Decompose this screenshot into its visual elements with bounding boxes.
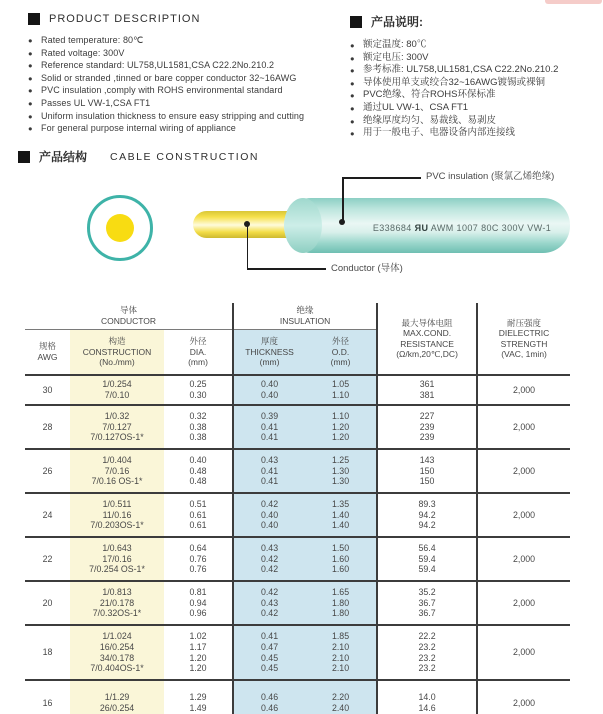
cell-line: 0.40 [260, 509, 279, 520]
dielectric-header-unit: (VAC, 1min) [501, 349, 547, 359]
thickness-column-header [233, 329, 305, 375]
bullet-item: ● For general purpose internal wiring of appliance [28, 122, 348, 135]
section-title: PRODUCT DESCRIPTION [49, 13, 201, 25]
pointer-line [247, 226, 249, 269]
product-description-cn-heading [350, 13, 600, 30]
cell-line: 1.20 [189, 663, 207, 674]
cell-line: 0.40 [260, 379, 279, 390]
construction-cell [70, 537, 164, 581]
cell-line: 11/0.16 [102, 509, 132, 520]
dielectric-cell: 2,000 [513, 597, 536, 608]
cell-line: 0.96 [189, 608, 207, 619]
awg-cell: 30 [42, 384, 53, 395]
insulation-group-header [233, 303, 377, 329]
cell-line: 1.80 [331, 597, 350, 608]
dielectric-cell: 2,000 [513, 553, 536, 564]
thickness-cell [233, 405, 305, 449]
dielectric-header-cn: 耐压强度 [507, 317, 542, 328]
bullet-item: ● Uniform insulation thickness to ensure easy stripping and cutting [28, 110, 348, 123]
bullet-item: ● 参考标准: UL758,UL1581,CSA C22.2No.210.2 [350, 64, 600, 77]
cell-line: 1.17 [189, 641, 207, 652]
construction-cell [70, 581, 164, 625]
cell-line: 1.50 [331, 543, 350, 554]
cell-line: 0.32 [189, 411, 207, 422]
resistance-header-en2: RESISTANCE [400, 338, 454, 349]
cell-line: 0.41 [260, 465, 279, 476]
bullet-item: ● 绝缘厚度均匀、易裁线、易剥皮 [350, 115, 600, 128]
dielectric-cell: 2,000 [513, 465, 536, 476]
construction-cell [70, 375, 164, 405]
cell-line: 7/0.16 [104, 465, 130, 476]
bullet-item: ● Rated temperature: 80℃ [28, 34, 348, 47]
cell-line: 23.2 [418, 663, 436, 674]
construction-header-cn: 构造 [108, 336, 126, 346]
resistance-header-cn: 最大导体电阻 [401, 317, 453, 328]
cell-line: 23.2 [418, 652, 436, 663]
cell-line: 150 [419, 465, 435, 476]
section-title-cn: 产品结构 [39, 150, 88, 164]
cell-line: 17/0.16 [102, 553, 132, 564]
awg-cell: 18 [42, 647, 53, 658]
cell-line: 59.4 [418, 564, 436, 575]
dielectric-header-en2: STRENGTH [500, 338, 548, 349]
resistance-cell [377, 625, 477, 680]
bullet-item: ● Rated voltage: 300V [28, 47, 348, 60]
cell-line: 0.45 [260, 663, 279, 674]
conductor-label: Conductor (导体) [331, 263, 403, 274]
table-row-awg-30 [25, 375, 570, 405]
construction-header-en: CONSTRUCTION [82, 346, 152, 357]
awg-cell: 22 [42, 553, 53, 564]
cell-line: 0.40 [260, 520, 279, 531]
pointer-line [342, 177, 421, 179]
awg-cell: 16 [42, 697, 53, 708]
cell-line: 0.38 [189, 432, 207, 443]
cell-line: 0.45 [260, 652, 279, 663]
thickness-cell [233, 581, 305, 625]
cell-line: 1.30 [331, 465, 350, 476]
cell-line: 227 [419, 411, 435, 422]
cell-line: 1.49 [189, 703, 207, 713]
cell-line: 7/0.127OS-1* [90, 432, 144, 443]
dielectric-cell: 2,000 [513, 647, 536, 658]
cable-cross-section [87, 195, 153, 261]
cell-line: 16/0.254 [99, 641, 135, 652]
table-row-awg-16 [25, 680, 570, 714]
resistance-column-header [377, 303, 477, 375]
construction-cell [70, 680, 164, 714]
dia-header-cn: 外径 [189, 336, 207, 346]
resistance-cell [377, 581, 477, 625]
ul-file-number: E338684 [372, 223, 412, 233]
cell-line: 7/0.203OS-1* [90, 520, 144, 531]
pointer-dot [339, 219, 345, 225]
cell-line: 94.2 [418, 520, 436, 531]
awg-header-en: AWG [37, 351, 58, 362]
cell-line: 0.41 [260, 432, 279, 443]
thickness-header-cn: 厚度 [261, 336, 279, 346]
dia-cell [164, 405, 233, 449]
cell-line: 1.20 [331, 432, 350, 443]
table-row-awg-20 [25, 581, 570, 625]
conductor-group-cn: 导体 [120, 305, 138, 316]
cell-line: 35.2 [418, 587, 436, 598]
cell-line: 36.7 [418, 608, 436, 619]
resistance-cell [377, 680, 477, 714]
cell-line: 2.10 [331, 641, 350, 652]
square-bullet-icon [28, 13, 40, 25]
od-cell [305, 625, 377, 680]
dia-header-en: DIA. [189, 346, 207, 357]
thickness-cell [233, 537, 305, 581]
cell-line: 0.81 [189, 587, 207, 598]
bullet-item: ● Reference standard: UL758,UL1581,CSA C22.2No.210.2 [28, 59, 348, 72]
insulation-group-cn: 绝缘 [296, 305, 314, 316]
cell-line: 1/0.511 [102, 499, 132, 510]
thickness-cell [233, 375, 305, 405]
od-cell [305, 449, 377, 493]
product-description-cn-list [350, 39, 600, 140]
cell-line: 1/0.32 [104, 411, 130, 422]
cell-line: 0.42 [260, 564, 279, 575]
cell-line: 2.20 [331, 692, 350, 703]
cell-line: 239 [419, 432, 435, 443]
cell-line: 1.02 [189, 631, 207, 642]
cell-line: 7/0.16 OS-1* [91, 476, 143, 487]
thickness-cell [233, 625, 305, 680]
conductor-group-en: CONDUCTOR [100, 315, 157, 326]
od-cell [305, 405, 377, 449]
dielectric-header-en1: DIELECTRIC [498, 328, 550, 338]
awg-header-cn: 规格 [38, 341, 56, 352]
od-cell [305, 581, 377, 625]
bullet-item: ● PVC insulation ,comply with ROHS environmental standard [28, 84, 348, 97]
spec-table-body [25, 375, 570, 714]
cell-line: 361 [419, 379, 435, 390]
awg-cell: 24 [42, 509, 53, 520]
construction-column-header [70, 329, 164, 375]
cell-line: 1.35 [331, 499, 350, 510]
construction-cell [70, 449, 164, 493]
product-description-heading [28, 13, 348, 25]
thickness-header-en: THICKNESS [245, 346, 294, 357]
od-cell [305, 375, 377, 405]
thickness-header-unit: (mm) [259, 357, 280, 367]
conductor-group-header [25, 303, 233, 329]
construction-cell [70, 625, 164, 680]
cell-line: 0.43 [260, 455, 279, 466]
cell-line: 1.05 [331, 379, 350, 390]
cell-line: 26/0.254 [99, 703, 135, 713]
cell-line: 2.10 [331, 663, 350, 674]
insulation-group-en: INSULATION [279, 315, 331, 326]
table-row-awg-24 [25, 493, 570, 537]
square-bullet-icon [18, 151, 30, 163]
cell-line: 1.40 [331, 520, 350, 531]
cable-rating-text: AWM 1007 80C 300V VW-1 [430, 223, 552, 233]
cell-line: 21/0.178 [99, 597, 135, 608]
cable-construction-heading [18, 148, 259, 165]
od-header-en: O.D. [331, 346, 350, 357]
cell-line: 1.65 [331, 587, 350, 598]
bullet-item: ● Passes UL VW-1,CSA FT1 [28, 97, 348, 110]
cell-line: 0.42 [260, 553, 279, 564]
bullet-item: ● 通过UL VW-1、CSA FT1 [350, 102, 600, 115]
construction-cell [70, 405, 164, 449]
cell-line: 7/0.127 [102, 421, 132, 432]
dielectric-cell: 2,000 [513, 384, 536, 395]
construction-cell [70, 493, 164, 537]
od-cell [305, 537, 377, 581]
od-cell [305, 493, 377, 537]
resistance-cell [377, 493, 477, 537]
resistance-cell [377, 449, 477, 493]
cell-line: 1.10 [331, 411, 350, 422]
cable-print-text [347, 223, 577, 233]
cell-line: 0.48 [189, 476, 207, 487]
cell-line: 0.38 [189, 421, 207, 432]
cell-line: 150 [419, 476, 435, 487]
cell-line: 7/0.404OS-1* [90, 663, 144, 674]
cell-line: 0.46 [260, 703, 279, 713]
cell-line: 0.43 [260, 597, 279, 608]
od-cell [305, 680, 377, 714]
cell-line: 1.60 [331, 564, 350, 575]
cell-line: 7/0.10 [104, 390, 130, 400]
dielectric-cell: 2,000 [513, 509, 536, 520]
cell-line: 0.30 [189, 390, 207, 400]
section-title-cn: 产品说明: [371, 15, 423, 29]
table-group-header-row [25, 303, 570, 329]
cell-line: 7/0.32OS-1* [92, 608, 142, 619]
cell-line: 7/0.254 OS-1* [89, 564, 145, 575]
dielectric-cell: 2,000 [513, 697, 536, 708]
dia-cell [164, 449, 233, 493]
cell-line: 2.40 [331, 703, 350, 713]
table-row-awg-26 [25, 449, 570, 493]
resistance-cell [377, 375, 477, 405]
insulation-label: PVC insulation (聚氯乙烯绝缘) [426, 171, 555, 182]
resistance-header-unit: (Ω/km,20℃,DC) [396, 349, 458, 359]
cell-line: 1.20 [189, 652, 207, 663]
product-description-list [28, 34, 348, 135]
awg-cell: 28 [42, 421, 53, 432]
cell-line: 1.80 [331, 608, 350, 619]
resistance-cell [377, 537, 477, 581]
cell-line: 1.20 [331, 421, 350, 432]
awg-column-header [25, 329, 70, 375]
cell-line: 34/0.178 [99, 652, 135, 663]
cell-line: 0.25 [189, 379, 207, 390]
dia-cell [164, 537, 233, 581]
cell-line: 239 [419, 421, 435, 432]
construction-header-unit: (No./mm) [99, 357, 135, 367]
square-bullet-icon [350, 16, 362, 28]
cell-line: 0.61 [189, 509, 207, 520]
dia-cell [164, 625, 233, 680]
cell-line: 1/0.254 [102, 379, 132, 390]
bullet-item: ● PVC绝缘、符合ROHS环保标准 [350, 89, 600, 102]
cell-line: 1/0.643 [102, 543, 132, 554]
cell-line: 1/1.024 [102, 631, 132, 642]
dielectric-column-header [477, 303, 570, 375]
cell-line: 0.42 [260, 587, 279, 598]
cell-line: 0.40 [189, 455, 207, 466]
awg-cell: 20 [42, 597, 53, 608]
od-header-cn: 外径 [332, 336, 350, 346]
cell-line: 143 [419, 455, 435, 466]
cell-line: 1.10 [331, 390, 350, 400]
cell-line: 0.64 [189, 543, 207, 554]
cell-line: 2.10 [331, 652, 350, 663]
thickness-cell [233, 449, 305, 493]
cell-line: 1.60 [331, 553, 350, 564]
cell-line: 0.47 [260, 641, 279, 652]
bullet-item: ● 额定电压: 300V [350, 52, 600, 65]
cell-line: 0.39 [260, 411, 279, 422]
cell-line: 23.2 [418, 641, 436, 652]
bullet-item: ● 额定温度: 80℃ [350, 39, 600, 52]
cell-line: 0.94 [189, 597, 207, 608]
dia-cell [164, 375, 233, 405]
dielectric-cell: 2,000 [513, 421, 536, 432]
cell-line: 56.4 [418, 543, 436, 554]
cell-line: 0.76 [189, 553, 207, 564]
awg-cell: 26 [42, 465, 53, 476]
table-row-awg-18 [25, 625, 570, 680]
dia-cell [164, 581, 233, 625]
cell-line: 0.48 [189, 465, 207, 476]
resistance-header-en1: MAX.COND. [402, 328, 452, 338]
pointer-line [247, 268, 326, 270]
cell-line: 1/0.813 [102, 587, 132, 598]
cell-line: 381 [419, 390, 435, 400]
ul-recognized-mark-icon: ЯU [414, 223, 429, 233]
insulation-end-cap [284, 198, 322, 253]
cell-line: 0.46 [260, 692, 279, 703]
section-title-en: CABLE CONSTRUCTION [110, 150, 259, 163]
spec-table [25, 303, 570, 714]
table-row-awg-22 [25, 537, 570, 581]
cell-line: 94.2 [418, 509, 436, 520]
cell-line: 0.76 [189, 564, 207, 575]
cell-line: 1.40 [331, 509, 350, 520]
dia-cell [164, 680, 233, 714]
cell-line: 0.41 [260, 631, 279, 642]
bullet-item: ● Solid or stranded ,tinned or bare copper conductor 32~16AWG [28, 72, 348, 85]
pointer-line [342, 177, 344, 221]
cell-line: 14.0 [418, 692, 436, 703]
cell-line: 1.85 [331, 631, 350, 642]
product-description-section [28, 13, 348, 135]
thickness-cell [233, 680, 305, 714]
thickness-cell [233, 493, 305, 537]
product-description-cn-section [350, 13, 600, 140]
dia-header-unit: (mm) [188, 357, 208, 367]
cell-line: 0.40 [260, 390, 279, 400]
cell-line: 1.30 [331, 476, 350, 487]
conductor-core-circle [106, 214, 134, 242]
cell-line: 0.43 [260, 543, 279, 554]
resistance-cell [377, 405, 477, 449]
cell-line: 89.3 [418, 499, 436, 510]
cell-line: 0.42 [260, 499, 279, 510]
cropped-logo-fragment [545, 0, 602, 4]
cell-line: 36.7 [418, 597, 436, 608]
cell-line: 0.41 [260, 476, 279, 487]
cell-line: 0.51 [189, 499, 207, 510]
cell-line: 0.42 [260, 608, 279, 619]
od-column-header [305, 329, 377, 375]
cell-line: 1.29 [189, 692, 207, 703]
cell-line: 59.4 [418, 553, 436, 564]
cell-line: 1/1.29 [104, 692, 130, 703]
cell-line: 0.61 [189, 520, 207, 531]
cell-line: 22.2 [418, 631, 436, 642]
od-header-unit: (mm) [330, 357, 351, 367]
cell-line: 1/0.404 [102, 455, 132, 466]
table-row-awg-28 [25, 405, 570, 449]
cell-line: 14.6 [418, 703, 436, 713]
dia-column-header [164, 329, 233, 375]
bullet-item: ● 用于一般电子、电器设备内部连接线 [350, 127, 600, 140]
cell-line: 0.41 [260, 421, 279, 432]
cell-line: 1.25 [331, 455, 350, 466]
bullet-item: ● 导体使用单支或绞合32~16AWG镀锡或裸铜 [350, 77, 600, 90]
dia-cell [164, 493, 233, 537]
